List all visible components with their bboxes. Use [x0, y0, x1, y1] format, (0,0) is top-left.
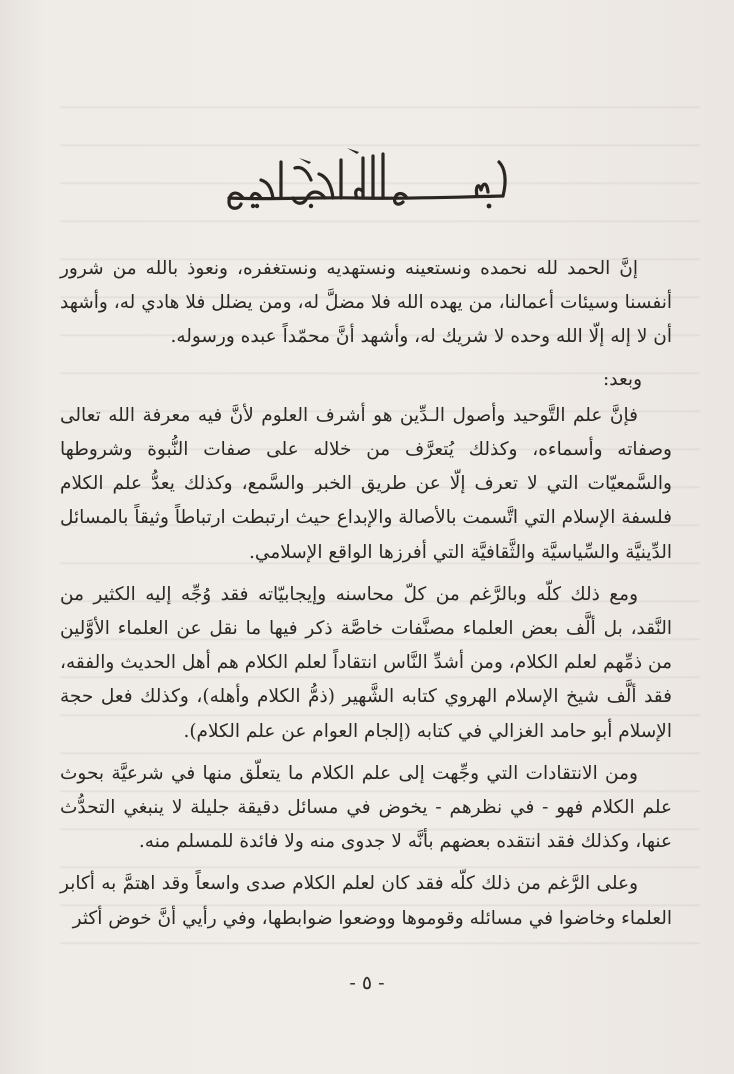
paragraph-conclusion: وعلى الرَّغم من ذلك كلّه فقد كان لعلم الكلام صدى واسعاً وقد اهتمَّ به أكابر العلماء وخاضوا في مسائله وقوموها ووضعوا ضوابطها، وفي رأيي أنَّ خوض أكثر	[60, 873, 672, 929]
page-number: - ٥ -	[349, 972, 385, 994]
paragraph-opening: إنَّ الحمد لله نحمده ونستعينه ونستهديه ونستغفره، ونعوذ بالله من شرور أنفسنا وسيئات أعمالنا، من يهده الله فلا مضلَّ له، ومن يضلل فلا هادي له، وأشهد أن لا إله إلّا الله وحده لا شريك له، وأشهد أنَّ محمّداً عبده ورسوله.	[60, 258, 672, 348]
basmala-calligraphy-icon	[207, 140, 527, 220]
basmala-calligraphy	[0, 140, 734, 220]
main-text	[60, 252, 672, 944]
paragraph-wa-baad: وبعد:	[603, 368, 642, 390]
paragraph-objections: ومن الانتقادات التي وجِّهت إلى علم الكلام ما يتعلّق منها في شرعيَّة بحوث علم الكلام فهو - في نظرهم - يخوض في مسائل دقيقة جليلة لا ينبغي التحدُّث عنها، وكذلك فقد انتقده بعضهم بأنَّه لا جدوى منه ولا فائدة للمسلم منه.	[60, 762, 672, 853]
paragraph-criticism: ومع ذلك كلّه وبالرَّغم من كلّ محاسنه وإيجابيّاته فقد وُجِّه إليه الكثير من النَّقد، بل ألَّف بعض العلماء مصنَّفات خاصَّة ذكر فيها ما نقل عن العلماء الأوَّلين من ذمِّهم لعلم الكلام، ومن أشدِّ النَّاس انتقاداً لعلم الكلام هم أهل الحديث والفقه، فقد ألَّف شيخ الإسلام الهروي كتابه الشَّهير (ذمُّ الكلام وأهله)، وكذلك فعل حجة الإسلام أبو حامد الغزالي في كتابه (إلجام العوام عن علم الكلام).	[60, 583, 672, 742]
paragraph-tawhid: فإنَّ علم التَّوحيد وأصول الـدِّين هو أشرف العلوم لأنَّ فيه معرفة الله تعالى وصفاته وأسماءه، وكذلك يُتعرَّف من خلاله على صفات النُّبوة وشروطها والسَّمعيّات التي لا تعرف إلّا عن طريق الخبر والسَّمع، وكذلك يعدُّ علم الكلام فلسفة الإسلام التي اتَّسمت بالأصالة والإبداع حيث ارتبطت ارتباطاً وثيقاً بالمسائل الدِّينيَّة والسِّياسيَّة والثَّقافيَّة التي أفرزها الواقع الإسلامي.	[60, 404, 672, 563]
